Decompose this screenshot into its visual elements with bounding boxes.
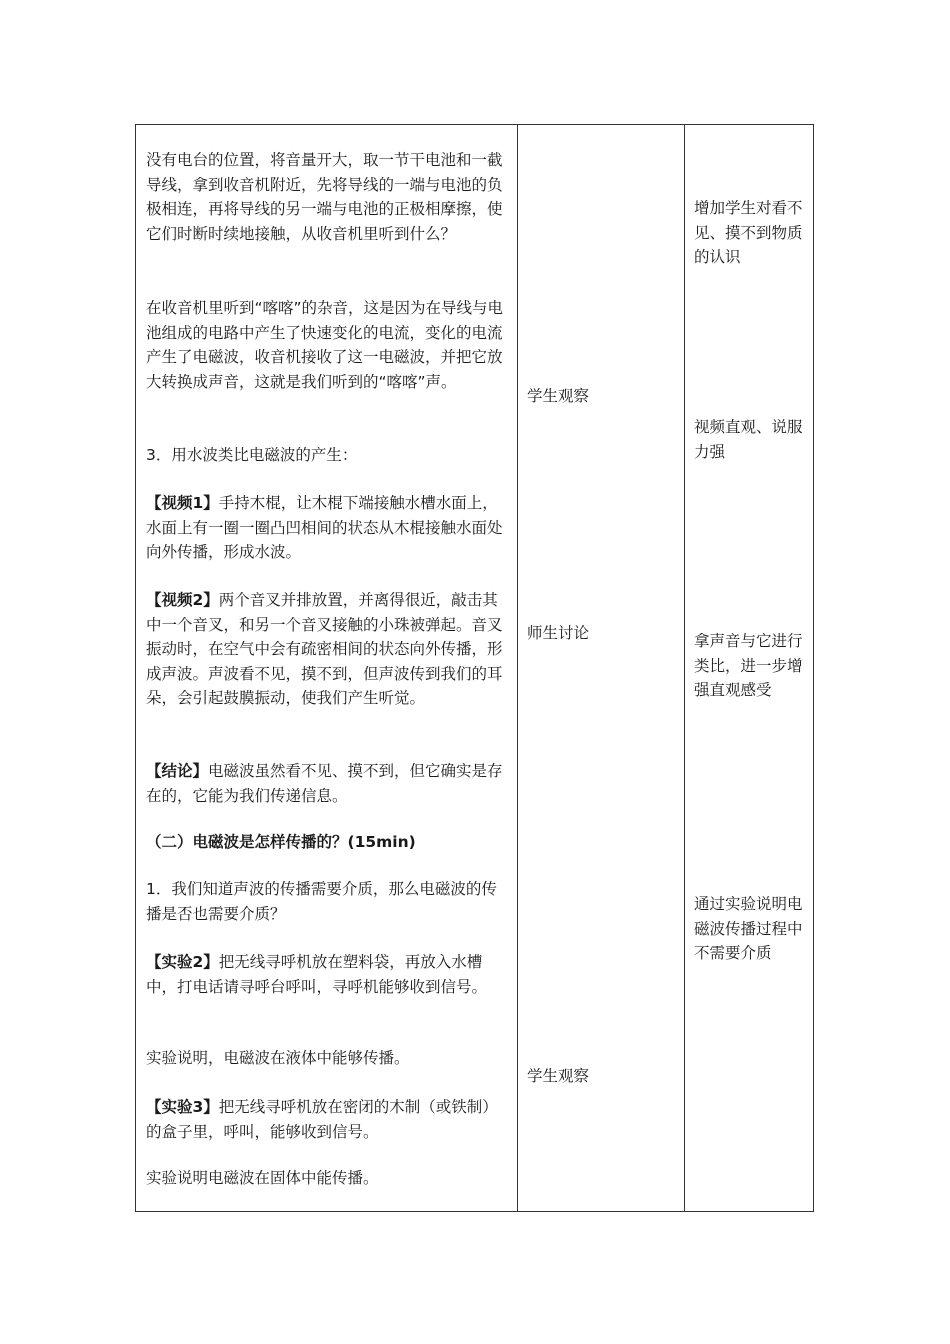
video-2-text: 两个音叉并排放置，并离得很近，敲击其中一个音叉，和另一个音叉接触的小珠被弹起。音叉振动时，在空气中会有疏密相间的状态向外传播，形成声波。声波看不见，摸不到，但声波传到我们的耳朵，会引起鼓膜振动，使我们产生听觉。 [146, 591, 503, 708]
paragraph-video-2 [146, 588, 510, 711]
paragraph-radio-experiment: 没有电台的位置，将音量开大，取一节干电池和一截导线，拿到收音机附近，先将导线的一端与电池的负极相连，再将导线的另一端与电池的正极相摩擦，使它们时断时续地接触，从收音机里听到什么？ [146, 151, 503, 243]
section-2-heading: （二）电磁波是怎样传播的？(15min) [146, 833, 416, 851]
paragraph-video-1 [146, 491, 510, 565]
video-1-tag: 【视频1】 [146, 494, 219, 512]
column-divider [684, 125, 685, 1211]
column-divider [517, 125, 518, 1211]
intent-note-1: 增加学生对看不见、摸不到物质的认识 [694, 199, 803, 267]
paragraph-experiment-3-result: 实验说明电磁波在固体中能传播。 [146, 1169, 379, 1187]
conclusion-text: 电磁波虽然看不见、摸不到，但它确实是存在的，它能为我们传递信息。 [146, 762, 503, 805]
activity-student-observe-2: 学生观察 [527, 1067, 590, 1085]
experiment-2-tag: 【实验2】 [146, 953, 219, 971]
intent-note-4: 通过实验说明电磁波传播过程中不需要介质 [694, 895, 803, 963]
intent-note-3: 拿声音与它进行类比，进一步增强直观感受 [694, 632, 803, 700]
paragraph-experiment-3 [146, 1095, 510, 1144]
conclusion-tag: 【结论】 [146, 762, 209, 780]
experiment-3-text: 把无线寻呼机放在密闭的木制（或铁制）的盒子里，呼叫，能够收到信号。 [146, 1098, 498, 1141]
lesson-table [135, 124, 814, 1212]
paragraph-radio-explanation: 在收音机里听到“喀喀”的杂音，这是因为在导线与电池组成的电路中产生了快速变化的电流，变化的电流产生了电磁波，收音机接收了这一电磁波，并把它放大转换成声音，这就是我们听到的“喀喀”声。 [146, 299, 504, 391]
paragraph-question-1: 1．我们知道声波的传播需要介质，那么电磁波的传播是否也需要介质？ [146, 880, 497, 923]
paragraph-water-wave-analogy: 3．用水波类比电磁波的产生： [146, 446, 358, 464]
video-2-tag: 【视频2】 [146, 591, 219, 609]
activity-student-observe: 学生观察 [527, 387, 590, 405]
paragraph-conclusion [146, 759, 510, 808]
paragraph-experiment-2 [146, 950, 510, 999]
intent-note-2: 视频直观、说服力强 [694, 418, 803, 461]
experiment-3-tag: 【实验3】 [146, 1098, 219, 1116]
activity-discussion: 师生讨论 [527, 624, 590, 642]
experiment-2-text: 把无线寻呼机放在塑料袋，再放入水槽中，打电话请寻呼台呼叫，寻呼机能够收到信号。 [146, 953, 488, 996]
video-1-text: 手持木棍，让木棍下端接触水槽水面上，水面上有一圈一圈凸凹相间的状态从木棍接触水面处向外传播，形成水波。 [146, 494, 503, 562]
paragraph-experiment-2-result: 实验说明，电磁波在液体中能够传播。 [146, 1049, 410, 1067]
